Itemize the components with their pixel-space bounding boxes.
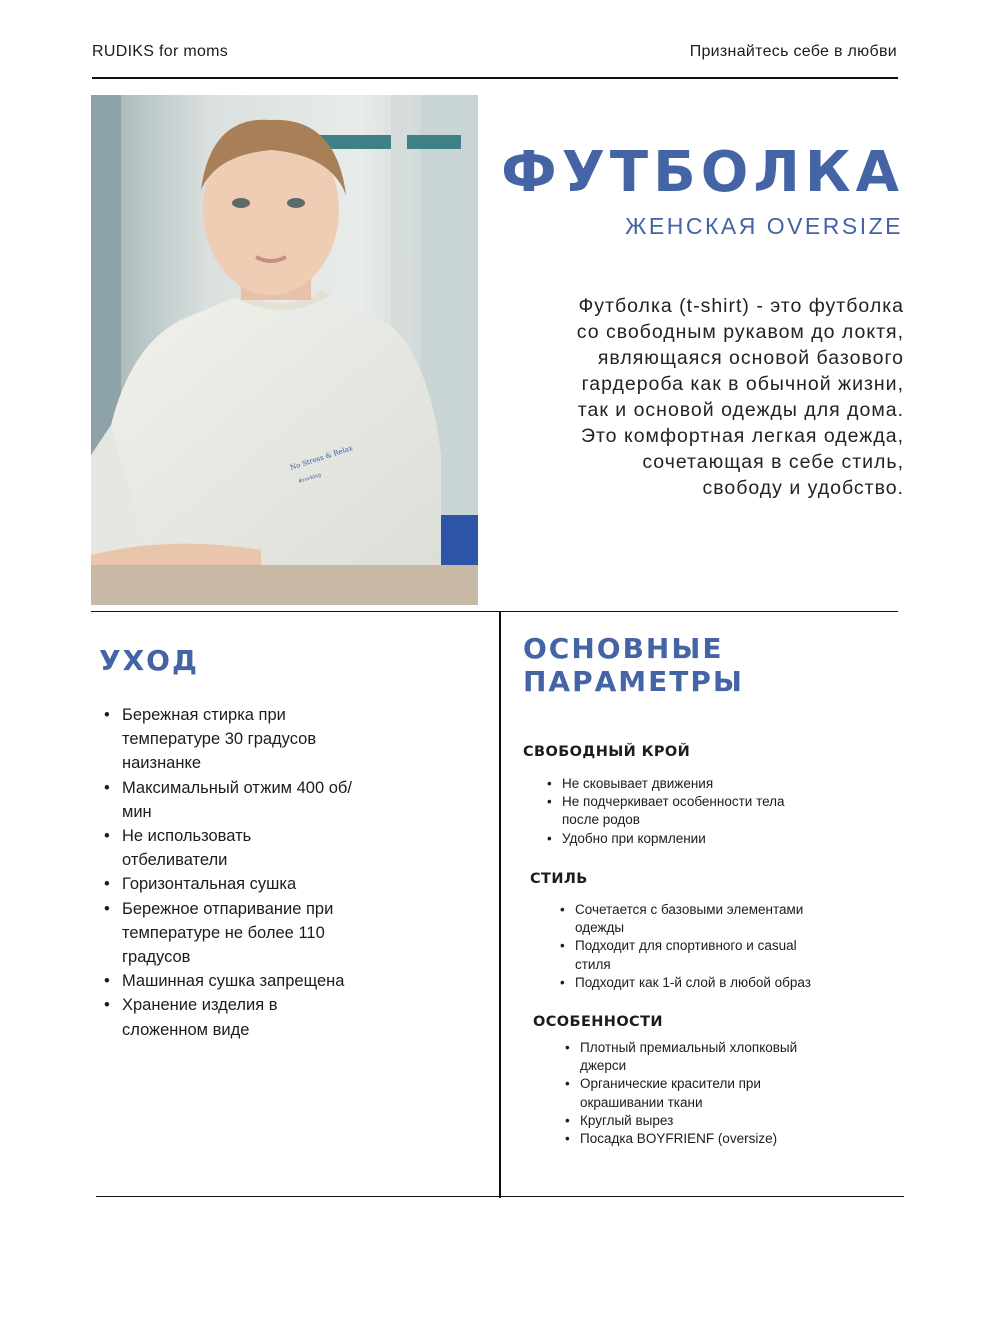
param-item — [560, 937, 811, 973]
svg-text:#rocking: #rocking — [297, 471, 322, 485]
care-list — [104, 703, 404, 1042]
param-item — [547, 793, 785, 829]
features-list — [565, 1039, 797, 1148]
param-item — [565, 1130, 797, 1148]
care-item — [104, 872, 404, 896]
brand-name: RUDIKS for moms — [92, 43, 229, 60]
param-item-line: • Посадка BOYFRIENF (oversize) — [580, 1131, 778, 1147]
footer-divider — [96, 1196, 904, 1197]
care-item — [104, 824, 404, 872]
description-line: сочетающая в себе стиль, — [642, 451, 904, 473]
param-item-line: • Не подчеркивает особенности тела — [562, 794, 785, 810]
param-item-line: • Сочетается с базовыми элементами — [575, 902, 804, 917]
param-item — [565, 1112, 797, 1130]
care-item-line: • Хранение изделия в — [122, 996, 278, 1015]
care-item-line: градусов — [122, 948, 191, 967]
param-item-line: • Плотный премиальный хлопковый — [580, 1040, 798, 1055]
care-item — [104, 969, 404, 993]
svg-text:No Stress & Relax: No Stress & Relax — [289, 444, 354, 472]
param-item-line: • Подходит как 1-й слой в любой образ — [575, 974, 811, 990]
care-item-line: мин — [122, 802, 152, 821]
description-line: так и основой одежды для дома. — [577, 399, 904, 421]
fit-list — [547, 775, 785, 848]
product-photo — [91, 95, 478, 605]
param-item — [565, 1039, 797, 1075]
header-divider — [92, 77, 898, 79]
care-item — [104, 703, 404, 776]
param-item-line: • Не сковывает движения — [562, 776, 714, 791]
care-item-line: сложенном виде — [122, 1020, 250, 1039]
param-item-line: одежды — [575, 920, 625, 936]
care-item-line: • Горизонтальная сушка — [122, 875, 297, 894]
description-line: со свободным рукавом до локтя, — [576, 321, 904, 343]
tagline: Признайтесь себе в любви — [689, 43, 897, 60]
param-item-line: • Органические красители при — [580, 1076, 761, 1092]
description-line: являющаяся основой базового — [597, 347, 904, 369]
param-item-line: джерси — [580, 1058, 627, 1074]
care-item-line: • Бережное отпаривание при — [122, 899, 334, 918]
section-divider — [91, 611, 898, 612]
description-line: Это комфортная легкая одежда, — [580, 425, 904, 447]
care-item-line: отбеливатели — [122, 851, 228, 870]
style-list — [560, 901, 811, 992]
column-divider — [499, 611, 501, 1198]
param-item — [565, 1075, 797, 1111]
care-item-line: • Машинная сушка запрещена — [122, 972, 345, 991]
params-heading-line: ПАРАМЕТРЫ — [523, 665, 744, 698]
care-item — [104, 993, 404, 1041]
param-item — [560, 974, 811, 992]
param-item-line: • Удобно при кормлении — [562, 830, 706, 846]
section-heading-style: СТИЛЬ — [530, 871, 588, 887]
description-line: Футболка (t-shirt) - это футболка — [578, 295, 904, 317]
care-item-line: • Бережная стирка при — [122, 706, 286, 724]
care-item — [104, 776, 404, 824]
param-item-line: • Подходит для спортивного и casual — [575, 938, 797, 954]
description-line: гардероба как в обычной жизни, — [581, 373, 904, 395]
product-subtitle: ЖЕНСКАЯ OVERSIZE — [625, 213, 903, 239]
care-item-line: температуре 30 градусов — [122, 730, 317, 749]
section-heading-features: ОСОБЕННОСТИ — [533, 1014, 663, 1030]
param-item — [547, 775, 785, 793]
care-item-line: • Максимальный отжим 400 об/ — [122, 778, 352, 797]
care-heading: УХОД — [99, 644, 199, 677]
care-item-line: • Не использовать — [122, 827, 252, 846]
care-item-line: температуре не более 110 — [122, 923, 325, 942]
param-item-line: • Круглый вырез — [580, 1112, 674, 1128]
care-item-line: наизнанке — [122, 754, 202, 773]
param-item-line: окрашивании ткани — [580, 1094, 703, 1110]
section-heading-fit: СВОБОДНЫЙ КРОЙ — [523, 744, 691, 760]
param-item-line: после родов — [562, 812, 640, 828]
product-description — [504, 293, 904, 501]
param-item-line: стиля — [575, 956, 611, 972]
param-item — [560, 901, 811, 937]
params-heading-line: ОСНОВНЫЕ — [523, 632, 724, 665]
description-line: свободу и удобство. — [702, 477, 904, 499]
param-item — [547, 830, 785, 848]
product-title: ФУТБОЛКА — [501, 140, 904, 205]
care-item — [104, 897, 404, 970]
params-heading — [523, 632, 744, 698]
